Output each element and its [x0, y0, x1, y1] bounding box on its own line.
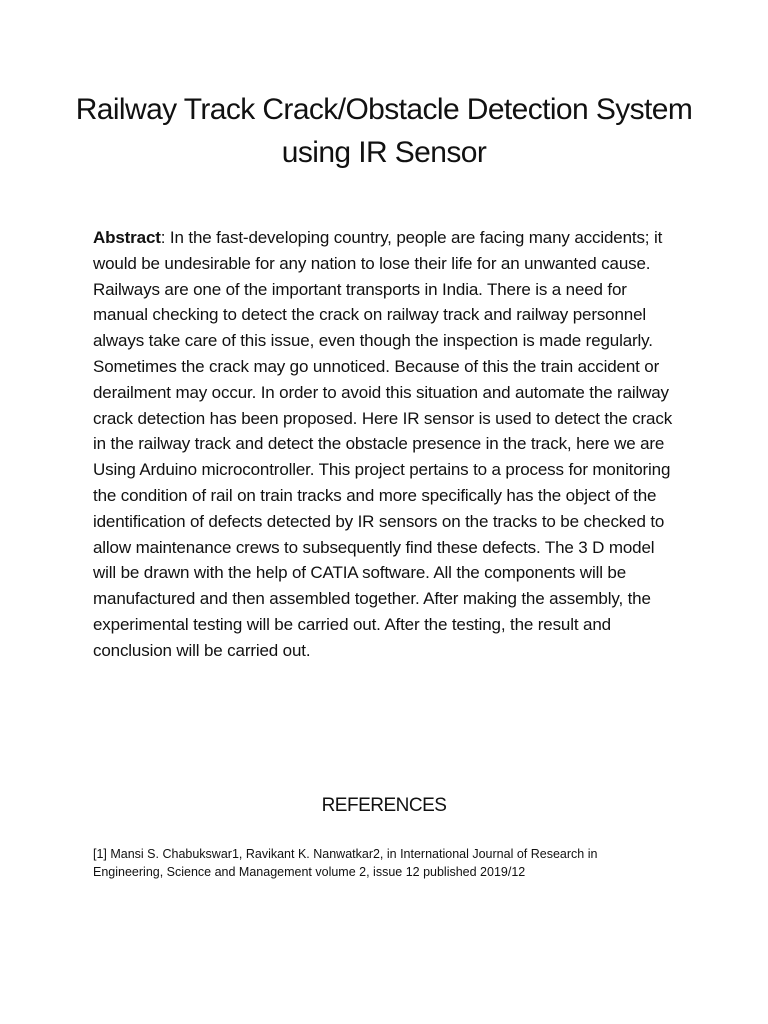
document-title: Railway Track Crack/Obstacle Detection System using IR Sensor [75, 93, 693, 169]
abstract-separator: : [160, 228, 170, 247]
abstract-paragraph [93, 225, 678, 664]
abstract-label: Abstract [93, 228, 161, 247]
references-heading: REFERENCES [321, 795, 447, 816]
abstract-text: In the fast-developing country, people are facing many accidents; it would be undesirable for any nation to lose their life for an unwanted cause. Railways are one of the important transports in India. There is a need for manual checking to detect the crack on railway track and railway personnel always take care of this issue, even though the inspection is made regularly. Sometimes the crack may go unnoticed. Because of this the train accident or derailment may occur. In order to avoid this situation and automate the railway crack detection has been proposed. Here IR sensor is used to detect the crack in the railway track and detect the obstacle presence in the track, here we are Using Arduino microcontroller. This project pertains to a process for monitoring the condition of rail on train tracks and more specifically has the object of the identification of defects detected by IR sensors on the tracks to be checked to allow maintenance crews to subsequently find these defects. The 3 D model will be drawn with the help of CATIA software. All the components will be manufactured and then assembled together. After making the assembly, the experimental testing will be carried out. After the testing, the result and conclusion will be carried out. [93, 228, 673, 660]
reference-item: [1] Mansi S. Chabukswar1, Ravikant K. Nanwatkar2, in International Journal of Research in Engineering, Science and Management volume 2, issue 12 published 2019/12 [93, 847, 598, 879]
